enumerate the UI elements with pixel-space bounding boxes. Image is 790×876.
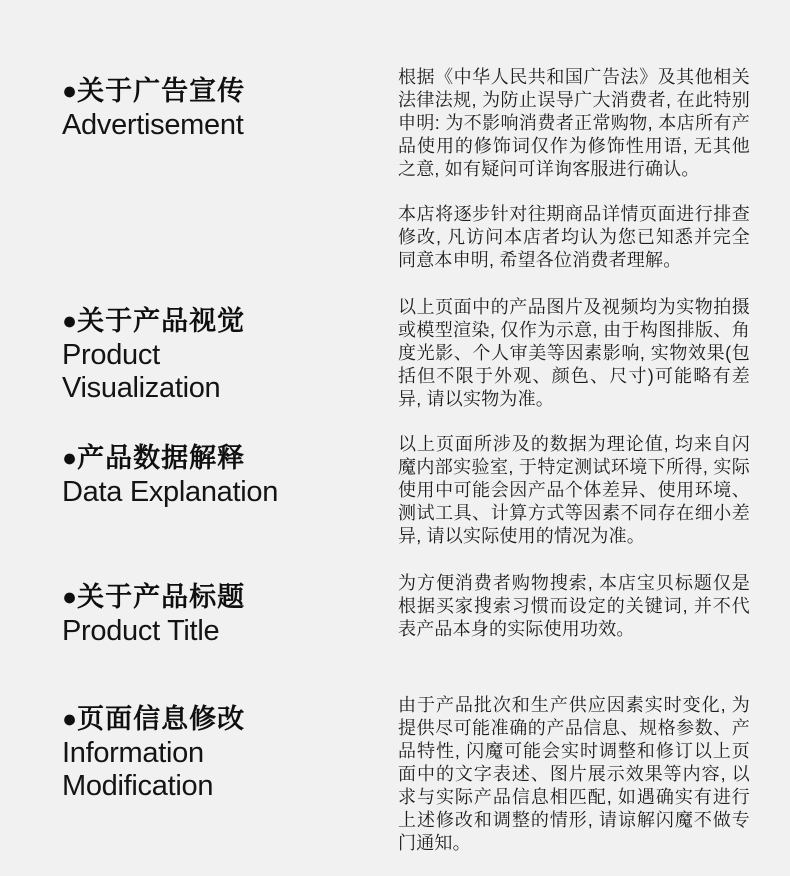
bullet-icon: ● [62,444,78,472]
section-paragraph: 由于产品批次和生产供应因素实时变化, 为提供尽可能准确的产品信息、规格参数、产品特性, 闪魔可能会实时调整和修订以上页面中的文字表述、图片展示效果等内容, 以求与实际产品信息相匹配, 如遇确实有进行上述修改和调整的情形, 请谅解闪魔不做专门通知。 [398,695,750,853]
section-advertisement [0,66,790,272]
section-heading-block [0,76,398,142]
section-title-zh [62,76,370,106]
section-title-en-line: Product Title [62,615,220,647]
section-title-zh-text: 关于产品视觉 [77,306,246,336]
section-title-zh-text: 产品数据解释 [77,443,246,473]
section-body [398,572,750,641]
section-paragraph: 以上页面中的产品图片及视频均为实物拍摄或模型渲染, 仅作为示意, 由于构图排版、角度光影、个人审美等因素影响, 实物效果(包括但不限于外观、颜色、尺寸)可能略有差异, 请以实物为准。 [398,297,750,409]
section-body [398,296,750,411]
section-title-zh [62,443,370,473]
section-paragraph: 为方便消费者购物搜索, 本店宝贝标题仅是根据买家搜索习惯而设定的关键词, 并不代表产品本身的实际使用功效。 [398,573,750,639]
section-heading-block [0,443,398,509]
section-title-en [62,339,370,405]
section-title-en-line: Modification [62,770,214,802]
section-title-en-line: Visualization [62,372,221,404]
section-body [398,694,750,855]
section-title-en-line: Advertisement [62,109,244,141]
section-paragraph: 以上页面所涉及的数据为理论值, 均来自闪魔内部实验室, 于特定测试环境下所得, 实际使用中可能会因产品个体差异、使用环境、测试工具、计算方式等因素不同存在细小差异, 请以实际使用的情况为准。 [398,434,750,546]
bullet-icon: ● [62,307,78,335]
section-title-en-line: Data Explanation [62,476,279,508]
section-paragraph: 根据《中华人民共和国广告法》及其他相关法律法规, 为防止误导广大消费者, 在此特别申明: 为不影响消费者正常购物, 本店所有产品使用的修饰词仅作为修饰性用语, 无其他之意, 如有疑问可详询客服进行确认。 [398,67,750,179]
section-title-en [62,737,370,803]
section-title-en [62,109,370,142]
section-heading-block [0,704,398,803]
section-title-zh-text: 关于产品标题 [77,582,246,612]
section-body [398,433,750,548]
section-product-title [0,572,790,648]
section-title-zh [62,306,370,336]
section-paragraph: 本店将逐步针对往期商品详情页面进行排查修改, 凡访问本店者均认为您已知悉并完全同意本申明, 希望各位消费者理解。 [398,204,750,270]
section-title-en-line: Product [62,339,160,371]
section-data-explanation [0,433,790,548]
section-body [398,66,750,272]
section-title-zh-text: 页面信息修改 [77,704,246,734]
section-heading-block [0,582,398,648]
section-title-zh-text: 关于广告宣传 [77,76,246,106]
bullet-icon: ● [62,583,78,611]
bullet-icon: ● [62,705,78,733]
section-title-en [62,476,370,509]
section-title-zh [62,582,370,612]
section-title-en [62,615,370,648]
section-information-modification [0,694,790,855]
section-product-visualization [0,296,790,411]
section-title-en-line: Information [62,737,204,769]
section-heading-block [0,306,398,405]
section-title-zh [62,704,370,734]
bullet-icon: ● [62,77,78,105]
